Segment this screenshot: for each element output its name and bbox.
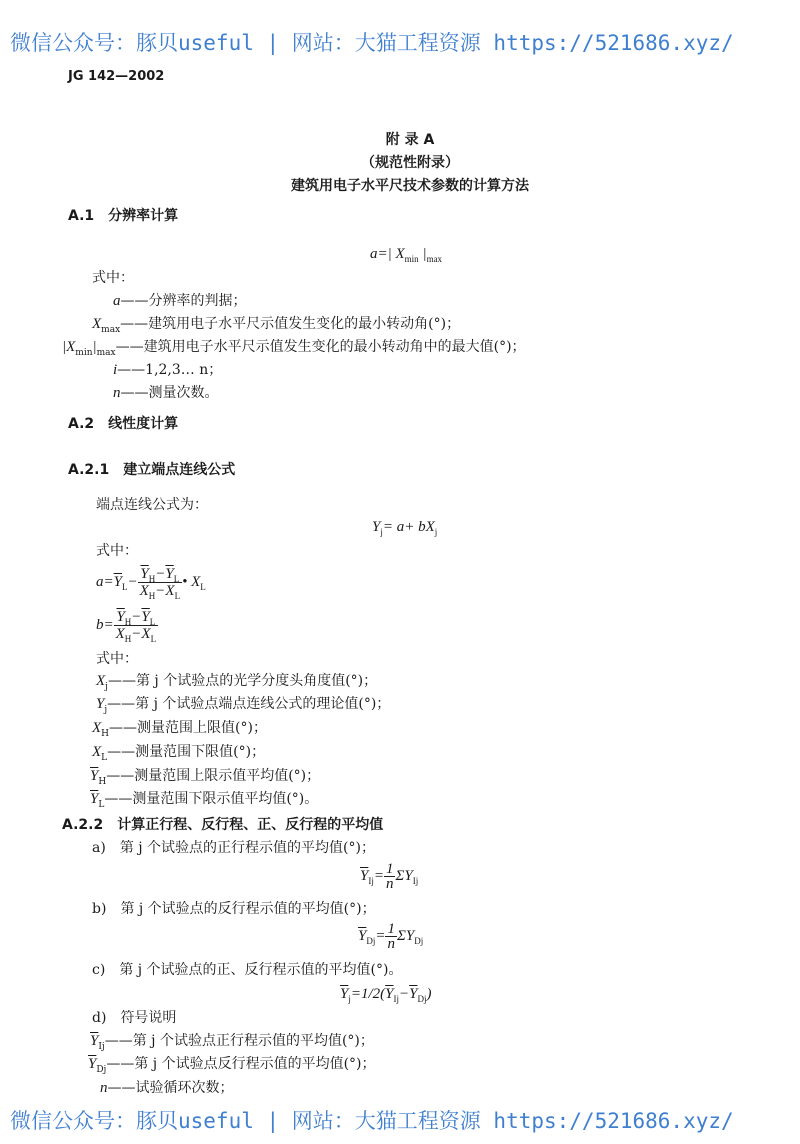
definition: a——分辨率的判据； [113, 293, 247, 309]
where-label: 式中： [96, 651, 138, 667]
formula-overall-mean: $\overline{Y}_j=1/2(\overline{Y}_{Ij}-\overline{Y}_{Dj})$ [340, 986, 432, 1004]
where-label: 式中： [92, 270, 134, 286]
formula-b: b= $\frac{\overline{Y}_H-\overline{Y}_L}{X_H-X_L}$ [96, 609, 157, 644]
formula-forward-mean: $\overline{Y}_{Ij}=$ $\frac{1}{n}$ $\Sigma Y_{Ij}$ [360, 861, 419, 892]
list-item: b) 第 j 个试验点的反行程示值的平均值(°)； [92, 901, 376, 917]
definition: $X_j——$第 j 个试验点的光学分度头角度值(°)； [96, 673, 378, 692]
list-item: d) 符号说明 [92, 1010, 177, 1026]
definition: $\overline{Y}_{Dj}——$第 j 个试验点反行程示值的平均值(°)； [88, 1056, 376, 1075]
section-a2-heading: A.2 线性度计算 [68, 416, 179, 432]
intro-text: 端点连线公式为： [96, 497, 208, 513]
section-a1-heading: A.1 分辨率计算 [68, 208, 179, 224]
appendix-name: 建筑用电子水平尺技术参数的计算方法 [291, 178, 529, 194]
definition: i——1,2,3… n； [113, 362, 223, 378]
list-item: c) 第 j 个试验点的正、反行程示值的平均值(°)。 [92, 962, 403, 978]
definition: $|X_{min}|_{max}——$建筑用电子水平尺示值发生变化的最小转动角中的最大值(°)； [62, 339, 526, 358]
formula-endpoint-line: $Y_j= a+ bX_j$ [372, 519, 438, 537]
formula-a: $a=\overline{Y}_L-$ $\frac{\overline{Y}_H-\overline{Y}_L}{X_H-X_L}$ • $X_L$ [96, 566, 206, 601]
watermark-top: 微信公众号：豚贝useful | 网站：大猫工程资源 https://521686.xyz/ [10, 31, 734, 55]
definition: $\overline{Y}_{Ij}——$第 j 个试验点正行程示值的平均值(°)； [90, 1033, 374, 1052]
where-label: 式中： [96, 543, 138, 559]
list-item: a) 第 j 个试验点的正行程示值的平均值(°)； [92, 840, 375, 856]
definition: $X_L——$测量范围下限值(°)； [92, 744, 266, 763]
appendix-type: （规范性附录） [361, 155, 459, 171]
watermark-bottom: 微信公众号：豚贝useful | 网站：大猫工程资源 https://521686.xyz/ [10, 1109, 734, 1133]
formula-resolution: a=| $X_{min}$ $|_{max}$ [370, 246, 443, 264]
definition: $X_{max}——$建筑用电子水平尺示值发生变化的最小转动角(°)； [92, 316, 461, 335]
formula-reverse-mean: $\overline{Y}_{Dj}=$ $\frac{1}{n}$ $\Sigma Y_{Dj}$ [358, 921, 424, 952]
section-a21-heading: A.2.1 建立端点连线公式 [68, 462, 236, 478]
standard-number: JG 142—2002 [68, 69, 165, 84]
definition: $Y_j——$第 j 个试验点端点连线公式的理论值(°)； [96, 696, 391, 715]
section-a22-heading: A.2.2 计算正行程、反行程、正、反行程的平均值 [62, 817, 384, 833]
appendix-title: 附 录 A [385, 132, 435, 148]
definition: n——测量次数。 [113, 385, 219, 401]
definition: $\overline{Y}_H——$测量范围上限示值平均值(°)； [90, 768, 321, 787]
definition: n——试验循环次数； [100, 1080, 234, 1096]
definition: $X_H——$测量范围上限值(°)； [92, 720, 267, 739]
definition: $\overline{Y}_L——$测量范围下限示值平均值(°)。 [90, 791, 319, 810]
